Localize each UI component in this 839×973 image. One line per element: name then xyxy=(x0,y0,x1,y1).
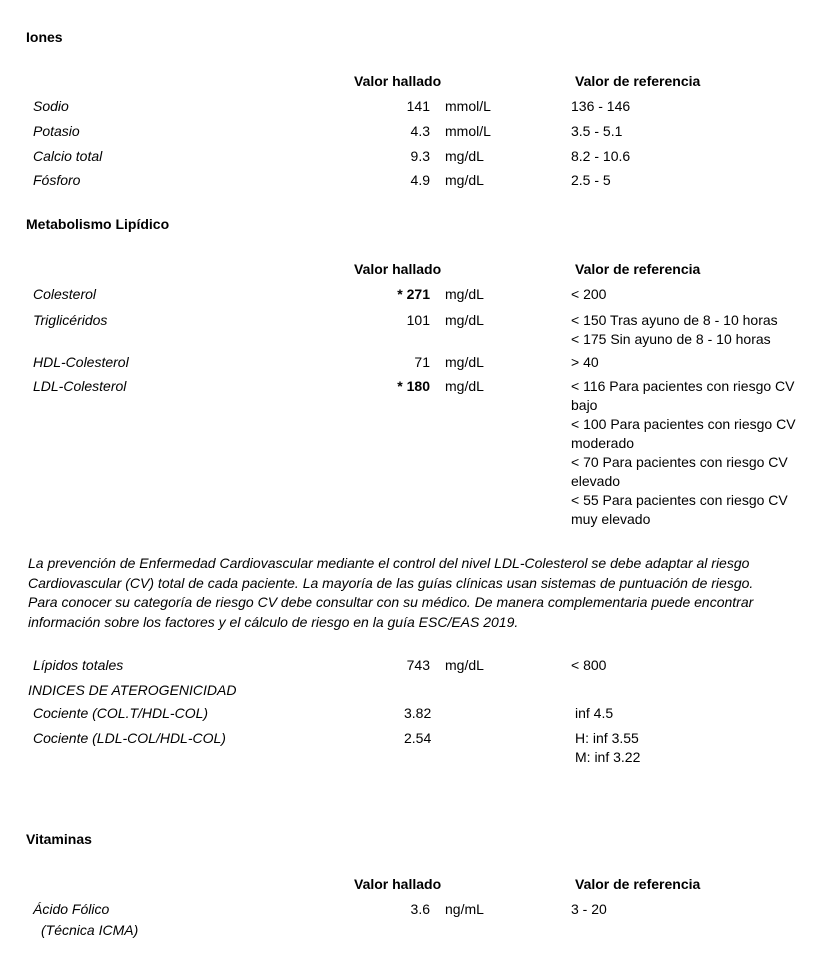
reference-line: bajo xyxy=(571,397,598,413)
test-unit: mmol/L xyxy=(445,98,491,114)
column-header-value: Valor hallado xyxy=(354,261,442,277)
note-line: Para conocer su categoría de riesgo CV debe consultar con su médico. De manera complementaria puede encontrar xyxy=(28,594,754,611)
test-value: 141 xyxy=(406,98,430,114)
column-header-value: Valor hallado xyxy=(354,876,442,892)
subsection-title-indices: INDICES DE ATEROGENICIDAD xyxy=(28,682,237,698)
column-header-reference: Valor de referencia xyxy=(575,73,701,89)
test-unit: ng/mL xyxy=(445,901,484,917)
test-name: Calcio total xyxy=(33,148,103,164)
reference-range: 3.5 - 5.1 xyxy=(571,123,623,139)
test-name: Colesterol xyxy=(33,286,97,302)
reference-line: elevado xyxy=(571,473,621,489)
test-value-flagged xyxy=(350,377,430,395)
reference-range xyxy=(571,377,796,529)
reference-range: < 200 xyxy=(571,286,607,302)
test-unit: mg/dL xyxy=(445,354,484,370)
test-value: 4.9 xyxy=(410,172,430,188)
test-value: 9.3 xyxy=(410,148,430,164)
reference-range: 8.2 - 10.6 xyxy=(571,148,631,164)
test-name: Cociente (LDL-COL/HDL-COL) xyxy=(33,730,226,746)
test-name: Lípidos totales xyxy=(33,657,124,673)
reference-range: 3 - 20 xyxy=(571,901,607,917)
reference-range xyxy=(571,311,778,349)
test-name: Sodio xyxy=(33,98,69,114)
test-name: Ácido Fólico xyxy=(33,901,110,917)
reference-line: < 70 Para pacientes con riesgo CV xyxy=(571,454,788,470)
note-line: Cardiovascular (CV) total de cada paciente. La mayoría de las guías clínicas usan sistemas de puntuación de riesgo. xyxy=(28,574,754,591)
reference-line: < 150 Tras ayuno de 8 - 10 horas xyxy=(571,312,778,328)
reference-line: < 116 Para pacientes con riesgo CV xyxy=(571,378,795,394)
abnormal-flag: * xyxy=(397,378,403,394)
test-technique: (Técnica ICMA) xyxy=(41,922,139,938)
reference-range xyxy=(575,729,640,767)
reference-line: moderado xyxy=(571,435,635,451)
section-title-vitaminas: Vitaminas xyxy=(26,831,92,847)
test-value: 743 xyxy=(406,657,430,673)
reference-line: muy elevado xyxy=(571,511,651,527)
test-value: 2.54 xyxy=(404,730,432,746)
test-value: 271 xyxy=(406,286,430,302)
test-name: Fósforo xyxy=(33,172,81,188)
reference-range: 136 - 146 xyxy=(571,98,631,114)
reference-range: > 40 xyxy=(571,354,599,370)
ldl-risk-note xyxy=(28,554,823,633)
test-unit: mg/dL xyxy=(445,148,484,164)
test-value: 71 xyxy=(414,354,430,370)
test-unit: mg/dL xyxy=(445,657,484,673)
test-name: Potasio xyxy=(33,123,80,139)
test-value: 3.82 xyxy=(404,705,432,721)
reference-line: < 175 Sin ayuno de 8 - 10 horas xyxy=(571,331,771,347)
reference-range: 2.5 - 5 xyxy=(571,172,611,188)
reference-range: inf 4.5 xyxy=(575,705,614,721)
section-title-iones: Iones xyxy=(26,29,63,45)
test-value: 4.3 xyxy=(410,123,430,139)
reference-line: H: inf 3.55 xyxy=(575,730,639,746)
reference-line: < 55 Para pacientes con riesgo CV xyxy=(571,492,788,508)
test-value-flagged xyxy=(350,285,430,303)
test-unit: mg/dL xyxy=(445,172,484,188)
test-value: 3.6 xyxy=(410,901,430,917)
test-value: 180 xyxy=(406,378,430,394)
note-line: información sobre los factores y el cálculo de riesgo en la guía ESC/EAS 2019. xyxy=(28,614,519,631)
test-name: LDL-Colesterol xyxy=(33,378,127,394)
test-name: Cociente (COL.T/HDL-COL) xyxy=(33,705,209,721)
column-header-reference: Valor de referencia xyxy=(575,876,701,892)
column-header-value: Valor hallado xyxy=(354,73,442,89)
test-value: 101 xyxy=(406,312,430,328)
reference-line: < 100 Para pacientes con riesgo CV xyxy=(571,416,796,432)
section-title-lipidos: Metabolismo Lipídico xyxy=(26,216,170,232)
test-unit: mg/dL xyxy=(445,378,484,394)
test-name: Triglicéridos xyxy=(33,312,108,328)
reference-range: < 800 xyxy=(571,657,607,673)
test-unit: mg/dL xyxy=(445,312,484,328)
abnormal-flag: * xyxy=(397,286,403,302)
reference-line: M: inf 3.22 xyxy=(575,749,641,765)
note-line: La prevención de Enfermedad Cardiovascular mediante el control del nivel LDL-Colesterol se debe adaptar al riesgo xyxy=(28,555,750,571)
test-unit: mg/dL xyxy=(445,286,484,302)
column-header-reference: Valor de referencia xyxy=(575,261,701,277)
test-unit: mmol/L xyxy=(445,123,491,139)
test-name: HDL-Colesterol xyxy=(33,354,129,370)
